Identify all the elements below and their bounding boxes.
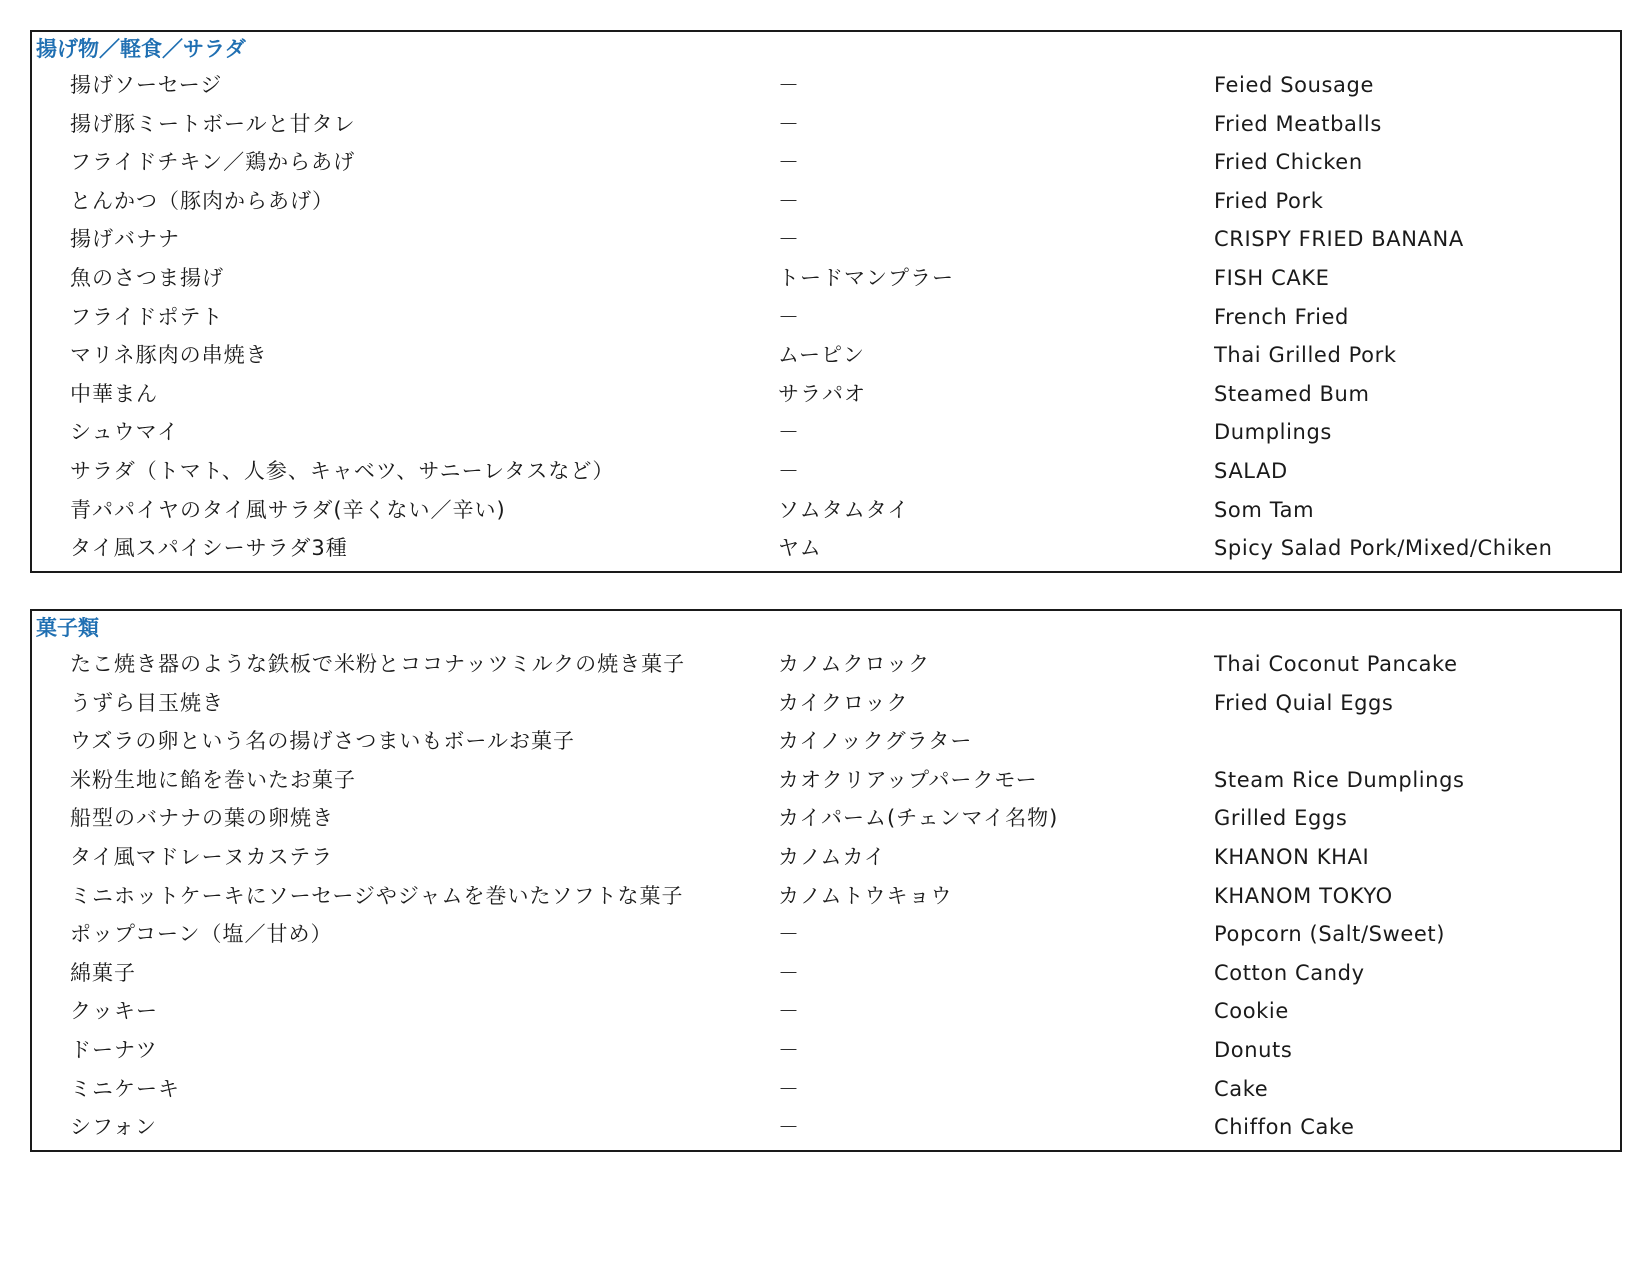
- item-name-thai-katakana: －: [778, 922, 800, 947]
- item-name-ja: ウズラの卵という名の揚げさつまいもボールお菓子: [70, 729, 575, 754]
- item-name-ja: 揚げソーセージ: [70, 73, 223, 97]
- item-name-ja: 揚げバナナ: [70, 227, 180, 252]
- item-name-thai-katakana: サラパオ: [778, 381, 866, 406]
- item-name-thai-katakana: －: [778, 227, 800, 252]
- item-name-thai-katakana: ヤム: [778, 536, 822, 561]
- item-name-thai-katakana: ムーピン: [778, 343, 865, 368]
- menu-row: [32, 413, 1620, 452]
- item-name-ja: 米粉生地に餡を巻いたお菓子: [70, 767, 356, 792]
- item-name-en: Cake: [1214, 1076, 1269, 1101]
- item-name-thai-katakana: －: [778, 1076, 800, 1101]
- item-name-ja: 中華まん: [70, 381, 158, 406]
- menu-list: [32, 66, 1620, 568]
- item-name-en: Steamed Bum: [1214, 381, 1370, 406]
- item-name-thai-katakana: カイクロック: [778, 690, 909, 715]
- item-name-thai-katakana: カイパーム(チェンマイ名物): [778, 806, 1059, 831]
- item-name-en: Popcorn (Salt/Sweet): [1214, 922, 1446, 947]
- item-name-en: KHANON KHAI: [1214, 844, 1370, 869]
- menu-row: [32, 684, 1620, 723]
- item-name-en: Donuts: [1214, 1037, 1293, 1062]
- item-name-en: Thai Coconut Pancake: [1214, 652, 1458, 676]
- menu-row: [32, 838, 1620, 877]
- item-name-ja: うずら目玉焼き: [70, 690, 224, 715]
- menu-row: [32, 143, 1620, 182]
- item-name-en: Steam Rice Dumplings: [1214, 767, 1465, 792]
- item-name-thai-katakana: カノムカイ: [778, 844, 886, 869]
- item-name-thai-katakana: －: [778, 1115, 800, 1140]
- item-name-ja: サラダ（トマト、人参、キャベツ、サニーレタスなど）: [70, 458, 615, 483]
- item-name-en: Fried Chicken: [1214, 150, 1363, 175]
- item-name-en: Dumplings: [1214, 420, 1332, 445]
- menu-row: [32, 298, 1620, 337]
- menu-row: [32, 722, 1620, 761]
- item-name-thai-katakana: －: [778, 420, 800, 445]
- menu-row: [32, 529, 1620, 568]
- menu-row: [32, 1070, 1620, 1109]
- item-name-en: Cotton Candy: [1214, 960, 1365, 985]
- item-name-en: French Fried: [1214, 304, 1349, 329]
- item-name-ja: タイ風マドレーヌカステラ: [70, 844, 334, 869]
- menu-row: [32, 761, 1620, 800]
- item-name-ja: フライドポテト: [70, 304, 224, 329]
- item-name-en: Grilled Eggs: [1214, 806, 1348, 831]
- section-title: 菓子類: [36, 616, 99, 640]
- menu-row: [32, 877, 1620, 916]
- item-name-en: Spicy Salad Pork/Mixed/Chiken: [1214, 536, 1553, 561]
- item-name-thai-katakana: －: [778, 73, 800, 97]
- item-name-ja: とんかつ（豚肉からあげ）: [70, 188, 334, 213]
- item-name-en: Cookie: [1214, 999, 1289, 1024]
- item-name-thai-katakana: カノムクロック: [778, 652, 931, 676]
- item-name-thai-katakana: －: [778, 188, 800, 213]
- menu-row: [32, 954, 1620, 993]
- menu-row: [32, 1108, 1620, 1147]
- item-name-thai-katakana: カイノックグラター: [778, 729, 973, 754]
- item-name-thai-katakana: －: [778, 999, 800, 1024]
- item-name-ja: ドーナツ: [70, 1037, 158, 1062]
- menu-row: [32, 259, 1620, 298]
- item-name-ja: タイ風スパイシーサラダ3種: [70, 536, 348, 561]
- item-name-ja: クッキー: [70, 999, 158, 1024]
- menu-row: [32, 915, 1620, 954]
- menu-row: [32, 220, 1620, 259]
- section-sweets: [30, 609, 1622, 1152]
- section-fried-snacks-salad: [30, 30, 1622, 573]
- item-name-thai-katakana: －: [778, 960, 800, 985]
- item-name-thai-katakana: －: [778, 111, 800, 136]
- menu-row: [32, 799, 1620, 838]
- item-name-en: Fried Pork: [1214, 188, 1324, 213]
- menu-row: [32, 66, 1620, 105]
- menu-row: [32, 645, 1620, 684]
- item-name-ja: シフォン: [70, 1115, 157, 1140]
- item-name-thai-katakana: トードマンプラー: [778, 265, 954, 290]
- item-name-en: Som Tam: [1214, 497, 1315, 522]
- item-name-en: Feied Sousage: [1214, 73, 1374, 97]
- menu-row: [32, 336, 1620, 375]
- item-name-en: KHANOM TOKYO: [1214, 883, 1393, 908]
- item-name-thai-katakana: カオクリアップパークモー: [778, 767, 1038, 792]
- menu-row: [32, 375, 1620, 414]
- item-name-en: FISH CAKE: [1214, 265, 1330, 290]
- menu-row: [32, 105, 1620, 144]
- item-name-ja: フライドチキン／鶏からあげ: [70, 150, 356, 175]
- menu-row: [32, 182, 1620, 221]
- item-name-ja: 船型のバナナの葉の卵焼き: [70, 806, 334, 831]
- menu-row: [32, 452, 1620, 491]
- item-name-ja: ミニホットケーキにソーセージやジャムを巻いたソフトな菓子: [70, 883, 684, 908]
- item-name-thai-katakana: －: [778, 1037, 800, 1062]
- item-name-thai-katakana: －: [778, 150, 800, 175]
- item-name-en: Chiffon Cake: [1214, 1115, 1355, 1140]
- section-title: 揚げ物／軽食／サラダ: [36, 37, 246, 61]
- item-name-thai-katakana: －: [778, 458, 800, 483]
- menu-row: [32, 1031, 1620, 1070]
- item-name-ja: 綿菓子: [70, 960, 136, 985]
- item-name-en: Fried Meatballs: [1214, 111, 1382, 136]
- menu-list: [32, 645, 1620, 1147]
- menu-row: [32, 992, 1620, 1031]
- item-name-ja: 青パパイヤのタイ風サラダ(辛くない／辛い): [70, 497, 506, 522]
- menu-row: [32, 491, 1620, 530]
- item-name-ja: シュウマイ: [70, 420, 180, 445]
- item-name-en: Fried Quial Eggs: [1214, 690, 1394, 715]
- item-name-thai-katakana: －: [778, 304, 800, 329]
- item-name-en: CRISPY FRIED BANANA: [1214, 227, 1464, 252]
- item-name-thai-katakana: ソムタムタイ: [778, 497, 910, 522]
- item-name-ja: たこ焼き器のような鉄板で米粉とココナッツミルクの焼き菓子: [70, 652, 686, 676]
- item-name-ja: ミニケーキ: [70, 1076, 180, 1101]
- item-name-ja: 揚げ豚ミートボールと甘タレ: [70, 111, 356, 136]
- item-name-en: [1214, 722, 1614, 761]
- item-name-ja: 魚のさつま揚げ: [70, 265, 224, 290]
- item-name-thai-katakana: カノムトウキョウ: [778, 883, 953, 908]
- item-name-en: Thai Grilled Pork: [1214, 343, 1397, 368]
- item-name-ja: マリネ豚肉の串焼き: [70, 343, 268, 368]
- item-name-ja: ポップコーン（塩／甘め）: [70, 922, 333, 947]
- item-name-en: SALAD: [1214, 458, 1288, 483]
